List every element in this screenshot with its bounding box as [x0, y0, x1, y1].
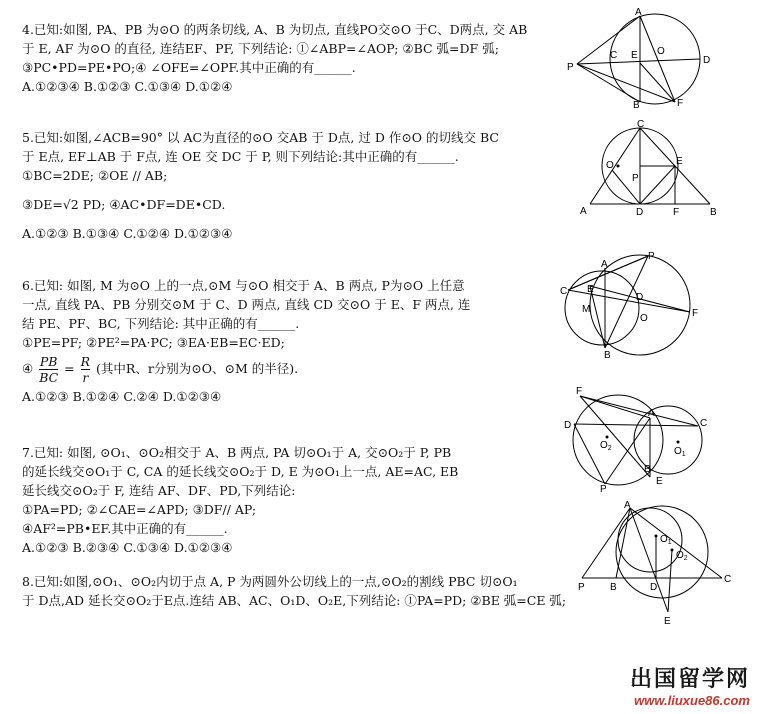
q7-line-4: ①PA=PD; ②∠CAE=∠APD; ③DF// AP;	[22, 502, 257, 517]
watermark-url: www.liuxue86.com	[634, 693, 750, 708]
q6-frac-num: PB	[39, 354, 58, 369]
q4-label-e: E	[631, 50, 638, 61]
q6-frac-num-2: R	[80, 354, 91, 369]
q7-line-2: 的延长线交⊙O₁于 C, CA 的延长线交⊙O₂于 D, E 为⊙O₁上一点, AE=AC, EB	[22, 464, 459, 479]
q8-label-a: A	[624, 500, 631, 511]
q6-frac-den-2: r	[82, 370, 89, 385]
q6-line-1: 6.已知: 如图, M 为⊙O 上的一点,⊙M 与⊙O 相交于 A、B 两点, P为⊙O 上任意	[22, 278, 465, 293]
q5-line-2: 于 E点, EF⊥AB 于 F点, 连 OE 交 DC 于 P, 则下列结论:其中正确的有______.	[22, 149, 459, 164]
q6-label-p: P	[648, 251, 655, 262]
figure-q4	[565, 8, 750, 108]
q8-line-2: 于 D点,AD 延长交⊙O₂于E点.连结 AB、AC、O₁D、O₂E,下列结论: ①PA=PD; ②BE 弧=CE 弧;	[22, 593, 567, 608]
q7-line-3: 延长线交⊙O₂于 F, 连结 AF、DF、PD,下列结论:	[22, 483, 296, 498]
q8-label-d: D	[650, 582, 658, 593]
q6-line-5: ④ $\frac{PB}{BC}$ = $\frac{R}{r}$ (其中R、r分别为⊙O、⊙M 的半径).	[22, 354, 299, 385]
q6-item-4-marker: ④	[22, 361, 34, 376]
q6-label-o: O	[640, 313, 648, 324]
q5-label-a: A	[580, 206, 587, 217]
figure-q7	[560, 382, 715, 492]
q5-line-3: ①BC=2DE; ②OE // AB;	[22, 168, 168, 183]
q5-label-d: D	[636, 207, 644, 218]
q6-fraction-left	[39, 354, 58, 385]
q5-label-e: E	[676, 156, 683, 167]
q6-fraction-right	[81, 354, 90, 385]
q8-line-1: 8.已知:如图,⊙O₁、⊙O₂内切于点 A, P 为两圆外公切线上的一点,⊙O₂的割线 PBC 切⊙O₁	[22, 574, 518, 589]
q8-label-o2: $O_2$	[676, 550, 688, 562]
q4-label-p: P	[567, 62, 574, 73]
q7-answers: A.①②③ B.②③④ C.①③④ D.①②③④	[22, 540, 233, 555]
q6-label-e: E	[587, 284, 594, 295]
q8-label-e: E	[664, 616, 671, 627]
question-8	[22, 572, 566, 610]
q6-frac-den: BC	[39, 370, 59, 385]
q7-label-c: C	[700, 418, 708, 429]
q7-line-5: ④AF²=PB•EF.其中正确的有______.	[22, 521, 228, 536]
figure-q8	[572, 500, 737, 630]
q4-answers: A.①②③④ B.①②③ C.①③④ D.①②④	[22, 79, 233, 94]
q5-label-c: C	[637, 119, 645, 130]
q7-label-p: P	[600, 484, 607, 492]
q4-label-a: A	[635, 8, 642, 18]
q5-answers: A.①②③ B.①③④ C.①②④ D.①②③④	[22, 226, 233, 241]
q7-line-1: 7.已知: 如图, ⊙O₁、⊙O₂相交于 A、B 两点, PA 切⊙O₁于 A, 交⊙O₂于 P, PB	[22, 445, 452, 460]
q7-label-e: E	[656, 476, 663, 487]
q4-line-3: ③PC•PD=PE•PO;④ ∠OFE=∠OPF.其中正确的有______.	[22, 60, 356, 75]
question-5	[22, 128, 499, 243]
q5-label-f: F	[673, 207, 680, 218]
q6-label-a: A	[601, 259, 608, 270]
q6-label-f: F	[692, 308, 699, 319]
q8-label-c: C	[724, 574, 732, 585]
q6-label-b: B	[604, 350, 611, 360]
q4-label-o: O	[657, 46, 665, 57]
q4-label-d: D	[703, 55, 711, 66]
q4-line-1: 4.已知:如图, PA、PB 为⊙O 的两条切线, A、B 为切点, 直线PO交⊙O 于C、D两点, 交 AB	[22, 22, 528, 37]
q8-label-p: P	[578, 582, 585, 593]
q6-line-2: 一点, 直线 PA、PB 分别交⊙M 于 C、D 两点, 直线 CD 交⊙O 于 E、F 两点, 连	[22, 297, 471, 312]
q6-label-m: M	[582, 304, 591, 315]
q8-label-o1: $O_1$	[660, 534, 672, 546]
q5-label-o: O	[606, 160, 614, 171]
q6-line-4: ①PE=PF; ②PE²=PA·PC; ③EA·EB=EC·ED;	[22, 335, 285, 350]
q6-item-4-note: (其中R、r分别为⊙O、⊙M 的半径).	[96, 361, 299, 376]
q8-label-b: B	[610, 582, 617, 593]
q5-label-b: B	[710, 207, 717, 218]
q5-line-1: 5.已知:如图,∠ACB=90° 以 AC为直径的⊙O 交AB 于 D点, 过 D 作⊙O 的切线交 BC	[22, 130, 499, 145]
question-6	[22, 276, 470, 406]
q7-label-o1: $O_1$	[674, 446, 686, 458]
q4-label-f: F	[677, 98, 684, 108]
q7-label-d: D	[564, 420, 572, 431]
q5-line-4: ③DE=√2 PD; ④AC•DF=DE•CD.	[22, 197, 226, 212]
figure-q5	[570, 118, 725, 218]
site-watermark	[630, 662, 750, 708]
q7-label-o2: $O_2$	[600, 440, 612, 452]
q6-answers: A.①②③ B.①②④ C.②④ D.①②③④	[22, 389, 222, 404]
figure-q6	[560, 250, 710, 360]
q7-label-a: A	[648, 408, 655, 419]
question-7	[22, 443, 458, 557]
q6-line-3: 结 PE、PF、BC, 下列结论: 其中正确的有______.	[22, 316, 300, 331]
q6-label-d: D	[636, 292, 644, 303]
q6-label-c: C	[560, 286, 568, 297]
q5-label-p: P	[632, 173, 639, 184]
q4-label-b: B	[633, 100, 640, 108]
q7-label-f: F	[576, 386, 583, 397]
watermark-chinese: 出国留学网	[629, 667, 750, 692]
question-4	[22, 20, 527, 96]
q4-label-c: C	[610, 50, 618, 61]
q7-label-b: B	[644, 464, 651, 475]
q4-line-2: 于 E, AF 为⊙O 的直径, 连结EF、PF, 下列结论: ①∠ABP=∠AOP; ②BC 弧=DF 弧;	[22, 41, 499, 56]
